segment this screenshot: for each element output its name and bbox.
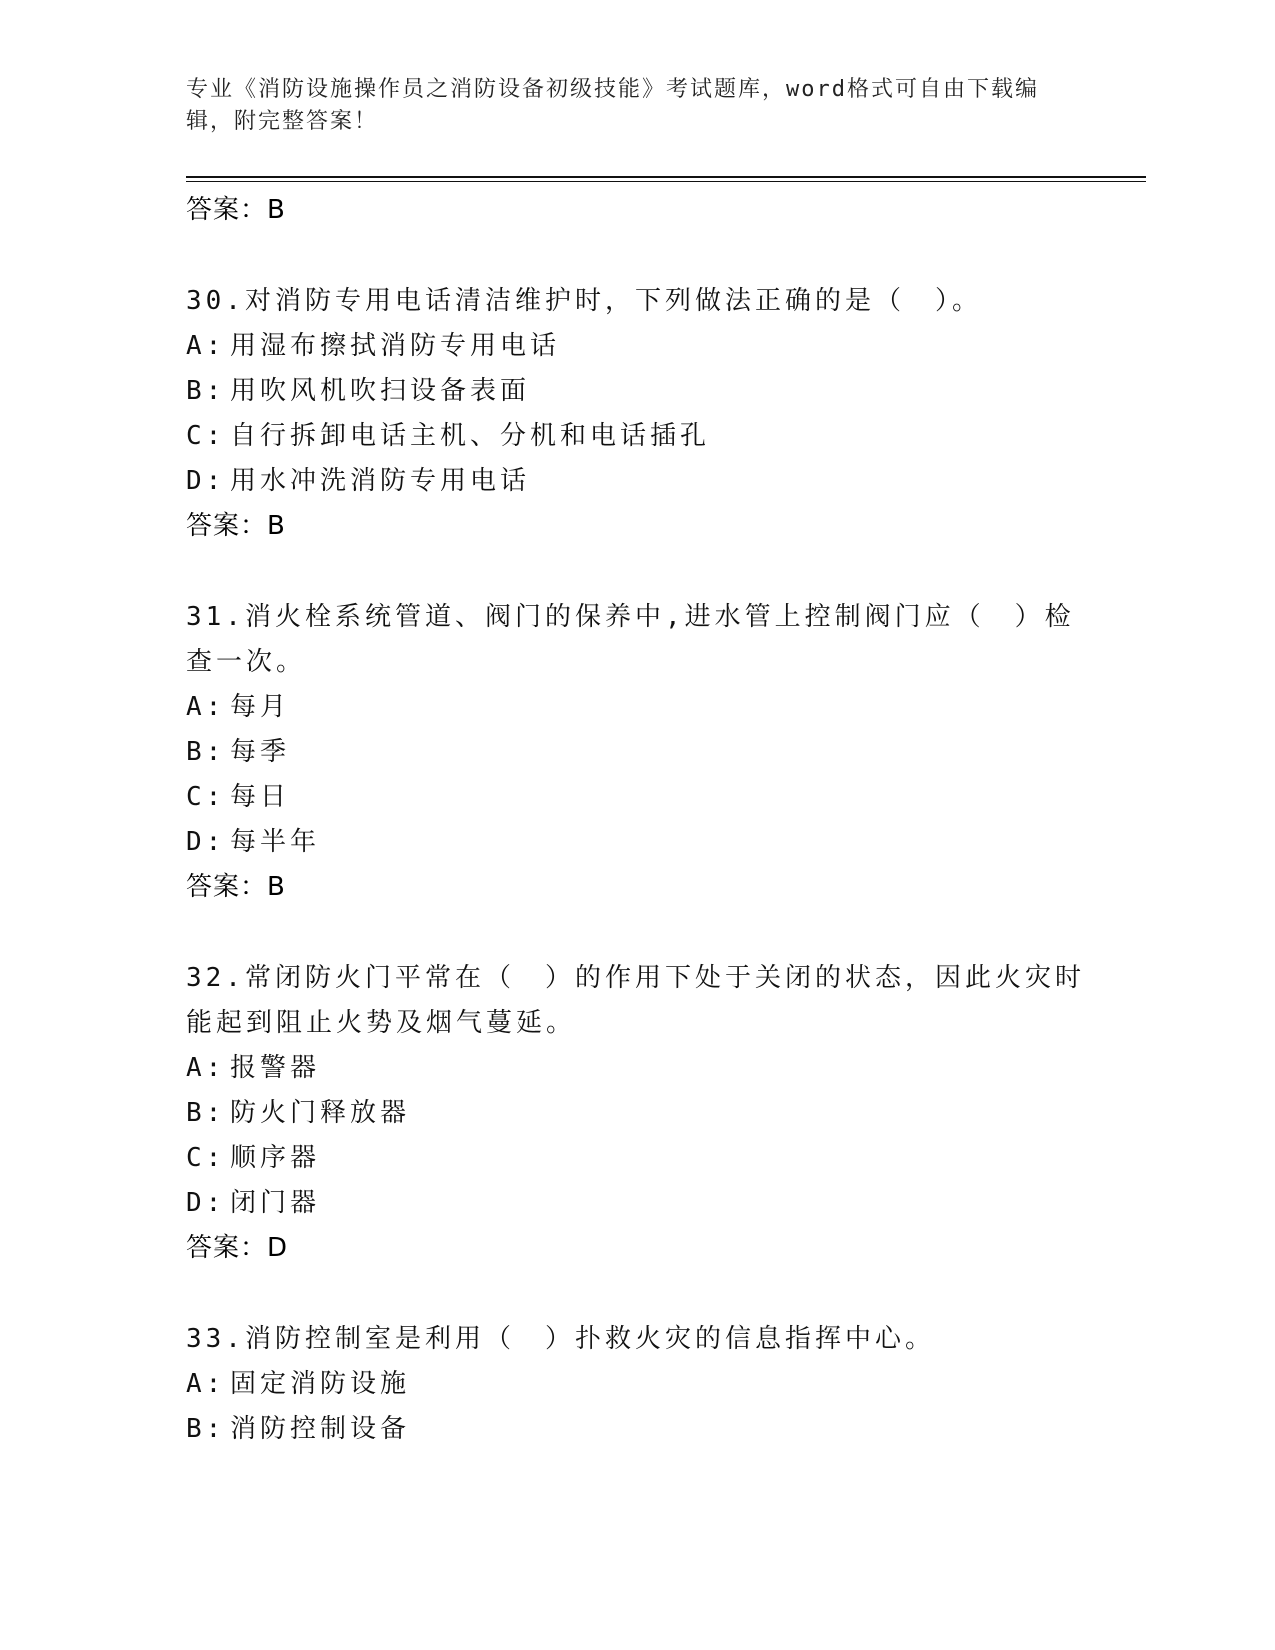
option-key: C: (186, 421, 226, 451)
option-a (186, 685, 1086, 730)
option-key: A: (186, 1369, 226, 1399)
header-text: 专业《消防设施操作员之消防设备初级技能》考试题库，word格式可自由下载编辑，附完整答案！ (186, 77, 1039, 134)
option-key: B: (186, 1414, 226, 1444)
option-text: 用吹风机吹扫设备表面 (230, 376, 531, 406)
question-stem: 31.消火栓系统管道、阀门的保养中,进水管上控制阀门应（ ）检查一次。 (186, 602, 1075, 677)
option-b (186, 730, 1086, 775)
option-text: 用水冲洗消防专用电话 (230, 466, 531, 496)
option-text: 自行拆卸电话主机、分机和电话插孔 (230, 421, 711, 451)
option-key: A: (186, 331, 226, 361)
option-text: 每日 (230, 782, 291, 812)
option-d (186, 1181, 1086, 1226)
answer-line: 答案：D (186, 1233, 289, 1263)
option-text: 每季 (230, 737, 291, 767)
header-rule-thin (186, 181, 1146, 182)
document-header (186, 74, 1066, 138)
option-key: C: (186, 782, 226, 812)
question-stem: 33.消防控制室是利用（ ）扑救火灾的信息指挥中心。 (186, 1324, 935, 1354)
option-key: D: (186, 1188, 226, 1218)
option-text: 固定消防设施 (230, 1369, 411, 1399)
option-d (186, 820, 1086, 865)
option-key: A: (186, 692, 226, 722)
option-b (186, 1407, 1086, 1452)
option-c (186, 1136, 1086, 1181)
option-d (186, 459, 1086, 504)
option-key: B: (186, 376, 226, 406)
option-key: D: (186, 466, 226, 496)
question-item (186, 956, 1086, 1271)
option-text: 闭门器 (230, 1188, 321, 1218)
option-text: 用湿布擦拭消防专用电话 (230, 331, 561, 361)
question-item (186, 1317, 1086, 1452)
header-rule-thick (186, 176, 1146, 178)
answer-line: 答案：B (186, 872, 286, 902)
answer-line: 答案：B (186, 195, 286, 225)
option-text: 每月 (230, 692, 291, 722)
question-item (186, 279, 1086, 549)
option-b (186, 1091, 1086, 1136)
option-text: 报警器 (230, 1053, 321, 1083)
question-stem: 30.对消防专用电话清洁维护时，下列做法正确的是（ ）。 (186, 286, 982, 316)
question-list (186, 188, 1086, 1498)
option-a (186, 1046, 1086, 1091)
option-a (186, 324, 1086, 369)
option-text: 顺序器 (230, 1143, 321, 1173)
option-key: C: (186, 1143, 226, 1173)
question-stem: 32.常闭防火门平常在（ ）的作用下处于关闭的状态，因此火灾时能起到阻止火势及烟气蔓延。 (186, 963, 1085, 1038)
option-c (186, 414, 1086, 459)
option-b (186, 369, 1086, 414)
option-text: 防火门释放器 (230, 1098, 411, 1128)
option-c (186, 775, 1086, 820)
option-text: 每半年 (230, 827, 321, 857)
option-key: D: (186, 827, 226, 857)
option-key: B: (186, 1098, 226, 1128)
answer-line: 答案：B (186, 511, 286, 541)
question-item (186, 595, 1086, 910)
option-text: 消防控制设备 (230, 1414, 411, 1444)
option-a (186, 1362, 1086, 1407)
option-key: B: (186, 737, 226, 767)
option-key: A: (186, 1053, 226, 1083)
